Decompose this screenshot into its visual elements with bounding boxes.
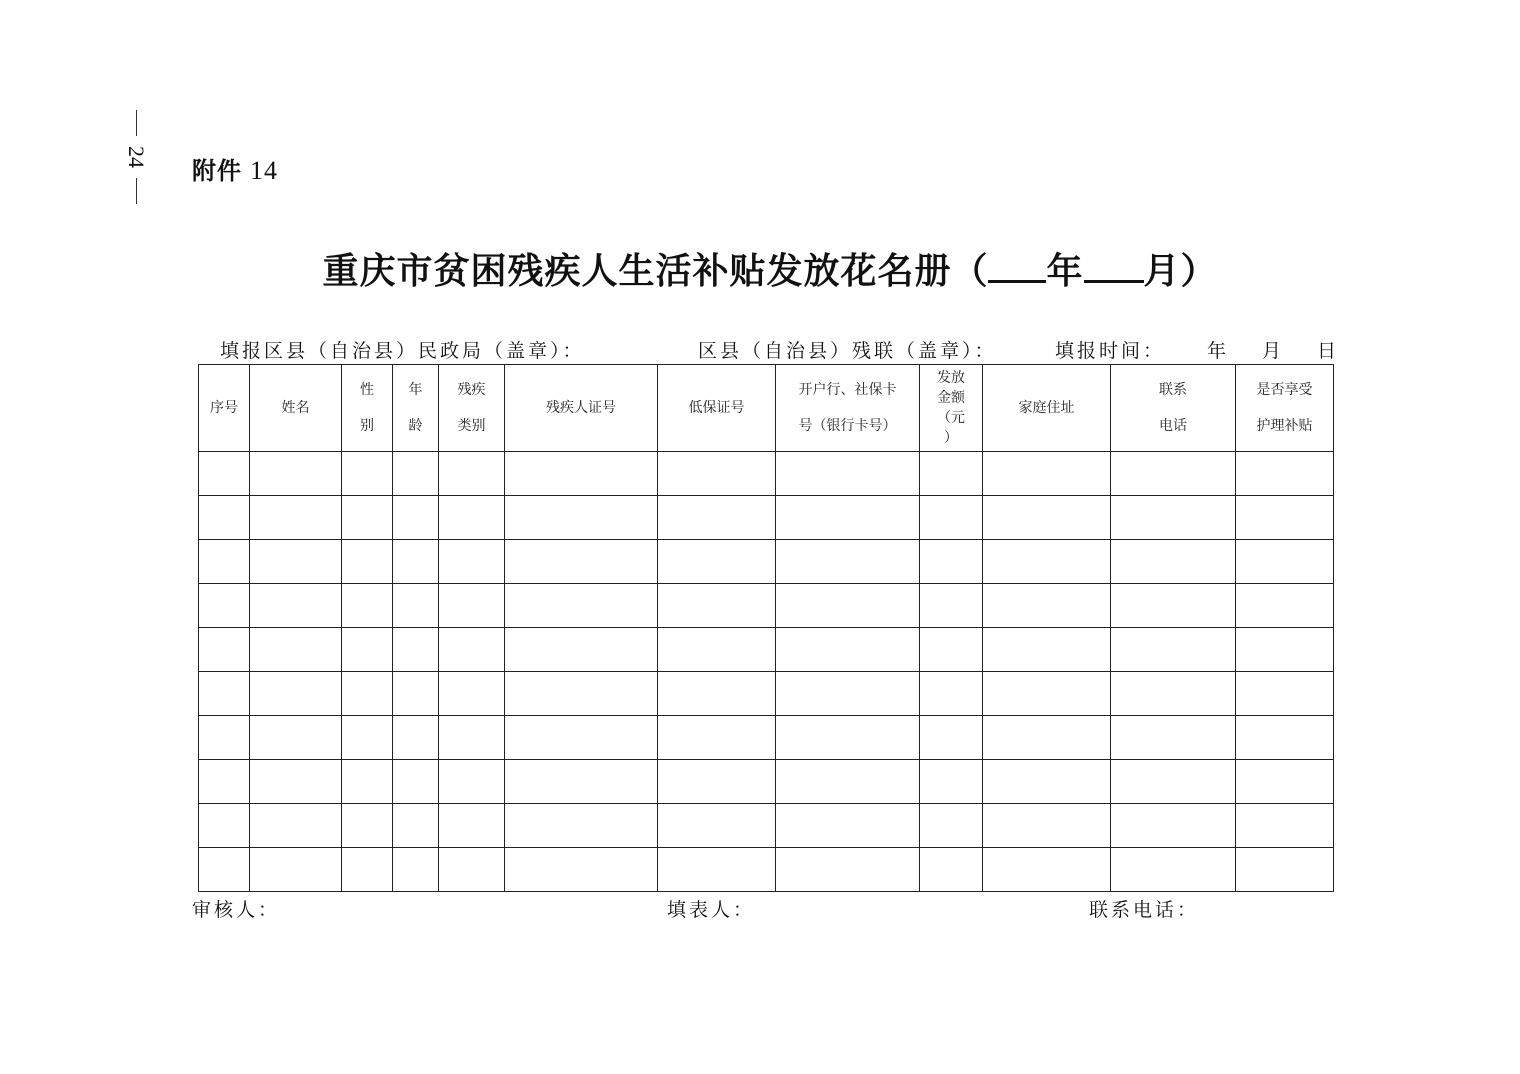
table-cell[interactable]	[1236, 804, 1334, 848]
table-cell[interactable]	[1111, 672, 1236, 716]
table-cell[interactable]	[776, 452, 920, 496]
table-cell[interactable]	[250, 452, 342, 496]
table-cell[interactable]	[342, 452, 393, 496]
table-cell[interactable]	[776, 716, 920, 760]
table-cell[interactable]	[658, 672, 776, 716]
table-cell[interactable]	[658, 716, 776, 760]
table-cell[interactable]	[1236, 584, 1334, 628]
attachment-label	[192, 151, 278, 186]
table-cell[interactable]	[199, 848, 250, 892]
attachment-number: 14	[250, 156, 278, 185]
table-cell[interactable]	[393, 848, 439, 892]
table-cell[interactable]	[776, 848, 920, 892]
table-cell[interactable]	[1111, 804, 1236, 848]
table-cell[interactable]	[1236, 452, 1334, 496]
table-cell[interactable]	[250, 804, 342, 848]
table-row	[199, 628, 1334, 672]
page-number-dash-bottom	[136, 178, 137, 204]
table-row	[199, 540, 1334, 584]
table-cell[interactable]	[920, 804, 983, 848]
table-cell[interactable]	[393, 716, 439, 760]
table-row	[199, 760, 1334, 804]
table-cell[interactable]	[439, 452, 505, 496]
table-row	[199, 672, 1334, 716]
table-cell[interactable]	[1111, 760, 1236, 804]
table-cell[interactable]	[199, 584, 250, 628]
table-cell[interactable]	[920, 672, 983, 716]
table-cell[interactable]	[776, 496, 920, 540]
table-cell[interactable]	[439, 804, 505, 848]
table-row	[199, 848, 1334, 892]
table-cell[interactable]	[1111, 540, 1236, 584]
table-cell[interactable]	[393, 804, 439, 848]
table-cell[interactable]	[658, 496, 776, 540]
table-cell[interactable]	[250, 848, 342, 892]
table-cell[interactable]	[658, 540, 776, 584]
table-cell[interactable]	[393, 540, 439, 584]
table-cell[interactable]	[983, 496, 1111, 540]
table-cell[interactable]	[776, 804, 920, 848]
title-main: 重庆市贫困残疾人生活补贴发放花名册（	[322, 251, 989, 292]
table-cell[interactable]	[250, 628, 342, 672]
table-cell[interactable]	[1236, 540, 1334, 584]
page-number-text: 24	[124, 146, 149, 168]
table-cell[interactable]	[439, 760, 505, 804]
table-cell[interactable]	[776, 540, 920, 584]
roster-table	[198, 364, 1334, 892]
table-cell[interactable]	[505, 584, 658, 628]
table-cell[interactable]	[439, 628, 505, 672]
table-cell[interactable]	[439, 848, 505, 892]
table-cell[interactable]	[1236, 848, 1334, 892]
table-cell[interactable]	[505, 628, 658, 672]
table-cell[interactable]	[505, 452, 658, 496]
table-cell[interactable]	[250, 672, 342, 716]
table-cell[interactable]	[250, 716, 342, 760]
table-cell[interactable]	[250, 496, 342, 540]
table-cell[interactable]	[439, 540, 505, 584]
table-cell[interactable]	[983, 452, 1111, 496]
table-cell[interactable]	[776, 584, 920, 628]
table-cell[interactable]	[920, 716, 983, 760]
table-cell[interactable]	[199, 628, 250, 672]
table-cell[interactable]	[342, 584, 393, 628]
table-cell[interactable]	[1236, 628, 1334, 672]
table-cell[interactable]	[776, 628, 920, 672]
header-contact-phone: 联系 电话	[1111, 365, 1236, 452]
table-cell[interactable]	[1236, 496, 1334, 540]
table-cell[interactable]	[920, 760, 983, 804]
table-cell[interactable]	[199, 804, 250, 848]
table-cell[interactable]	[393, 628, 439, 672]
table-cell[interactable]	[658, 452, 776, 496]
table-cell[interactable]	[505, 848, 658, 892]
header-home-address: 家庭住址	[983, 365, 1111, 452]
table-cell[interactable]	[439, 496, 505, 540]
header-age: 年 龄	[393, 365, 439, 452]
table-cell[interactable]	[776, 672, 920, 716]
header-serial-number: 序号	[199, 365, 250, 452]
title-close: ）	[1180, 251, 1218, 292]
table-row	[199, 496, 1334, 540]
table-cell[interactable]	[983, 628, 1111, 672]
reviewer-label: 审核人：	[192, 899, 281, 921]
table-row	[199, 584, 1334, 628]
header-name: 姓名	[250, 365, 342, 452]
table-cell[interactable]	[199, 672, 250, 716]
table-cell[interactable]	[199, 540, 250, 584]
table-cell[interactable]	[342, 760, 393, 804]
table-cell[interactable]	[342, 540, 393, 584]
filler-label: 填表人：	[667, 899, 756, 921]
table-cell[interactable]	[199, 452, 250, 496]
year-blank	[988, 250, 1046, 283]
table-cell[interactable]	[342, 672, 393, 716]
fill-time-month: 月	[1262, 340, 1285, 362]
table-cell[interactable]	[505, 804, 658, 848]
table-cell[interactable]	[1236, 760, 1334, 804]
fill-time-day: 日	[1317, 340, 1340, 362]
table-cell[interactable]	[983, 716, 1111, 760]
table-header-row	[199, 365, 1334, 452]
table-cell[interactable]	[505, 540, 658, 584]
header-nursing-subsidy: 是否享受 护理补贴	[1236, 365, 1334, 452]
table-cell[interactable]	[342, 496, 393, 540]
table-cell[interactable]	[920, 452, 983, 496]
header-disability-cert-number: 残疾人证号	[505, 365, 658, 452]
table-cell[interactable]	[658, 848, 776, 892]
table-cell[interactable]	[250, 760, 342, 804]
table-cell[interactable]	[1111, 452, 1236, 496]
table-cell[interactable]	[1111, 628, 1236, 672]
table-cell[interactable]	[658, 804, 776, 848]
table-cell[interactable]	[983, 540, 1111, 584]
title-month: 月	[1143, 251, 1181, 292]
table-cell[interactable]	[983, 804, 1111, 848]
table-cell[interactable]	[393, 496, 439, 540]
table-cell[interactable]	[920, 496, 983, 540]
table-cell[interactable]	[505, 760, 658, 804]
table-cell[interactable]	[393, 760, 439, 804]
attachment-label-text: 附件	[192, 157, 242, 185]
table-cell[interactable]	[199, 760, 250, 804]
table-cell[interactable]	[658, 628, 776, 672]
header-gender: 性 别	[342, 365, 393, 452]
page-number-dash-top	[136, 110, 137, 136]
header-subsistence-cert-number: 低保证号	[658, 365, 776, 452]
civil-affairs-stamp-label: 填报区县（自治县）民政局（盖章）：	[220, 340, 585, 362]
table-row	[199, 804, 1334, 848]
table-cell[interactable]	[1236, 716, 1334, 760]
table-cell[interactable]	[1111, 496, 1236, 540]
table-cell[interactable]	[983, 672, 1111, 716]
table-cell[interactable]	[505, 716, 658, 760]
table-cell[interactable]	[342, 804, 393, 848]
table-row	[199, 716, 1334, 760]
contact-phone-label: 联系电话：	[1089, 899, 1200, 921]
month-blank	[1084, 250, 1144, 283]
table-cell[interactable]	[439, 584, 505, 628]
fill-time-label: 填报时间：	[1055, 340, 1166, 362]
header-amount: 发放 金额 （元 ）	[920, 365, 983, 452]
table-cell[interactable]	[342, 848, 393, 892]
document-title	[0, 243, 1520, 294]
table-cell[interactable]	[342, 628, 393, 672]
table-cell[interactable]	[393, 452, 439, 496]
table-cell[interactable]	[776, 760, 920, 804]
table-cell[interactable]	[983, 584, 1111, 628]
header-bank-account: 开户行、社保卡 号（银行卡号）	[776, 365, 920, 452]
table-cell[interactable]	[920, 848, 983, 892]
table-row	[199, 452, 1334, 496]
table-cell[interactable]	[920, 540, 983, 584]
table-cell[interactable]	[393, 584, 439, 628]
table-cell[interactable]	[439, 672, 505, 716]
disabled-federation-stamp-label: 区县（自治县）残联（盖章）：	[698, 340, 997, 362]
table-cell[interactable]	[250, 584, 342, 628]
table-cell[interactable]	[505, 496, 658, 540]
table-cell[interactable]	[505, 672, 658, 716]
table-cell[interactable]	[199, 496, 250, 540]
table-cell[interactable]	[983, 760, 1111, 804]
page-number	[124, 110, 148, 214]
table-cell[interactable]	[983, 848, 1111, 892]
table-cell[interactable]	[250, 540, 342, 584]
table-cell[interactable]	[1111, 716, 1236, 760]
header-disability-type: 残疾 类别	[439, 365, 505, 452]
fill-time-year: 年	[1207, 340, 1230, 362]
table-cell[interactable]	[439, 716, 505, 760]
table-cell[interactable]	[393, 672, 439, 716]
table-cell[interactable]	[1111, 848, 1236, 892]
table-cell[interactable]	[658, 760, 776, 804]
title-year: 年	[1046, 251, 1084, 292]
table-cell[interactable]	[920, 584, 983, 628]
table-cell[interactable]	[199, 716, 250, 760]
table-cell[interactable]	[920, 628, 983, 672]
table-cell[interactable]	[342, 716, 393, 760]
table-cell[interactable]	[1111, 584, 1236, 628]
table-cell[interactable]	[658, 584, 776, 628]
table-cell[interactable]	[1236, 672, 1334, 716]
